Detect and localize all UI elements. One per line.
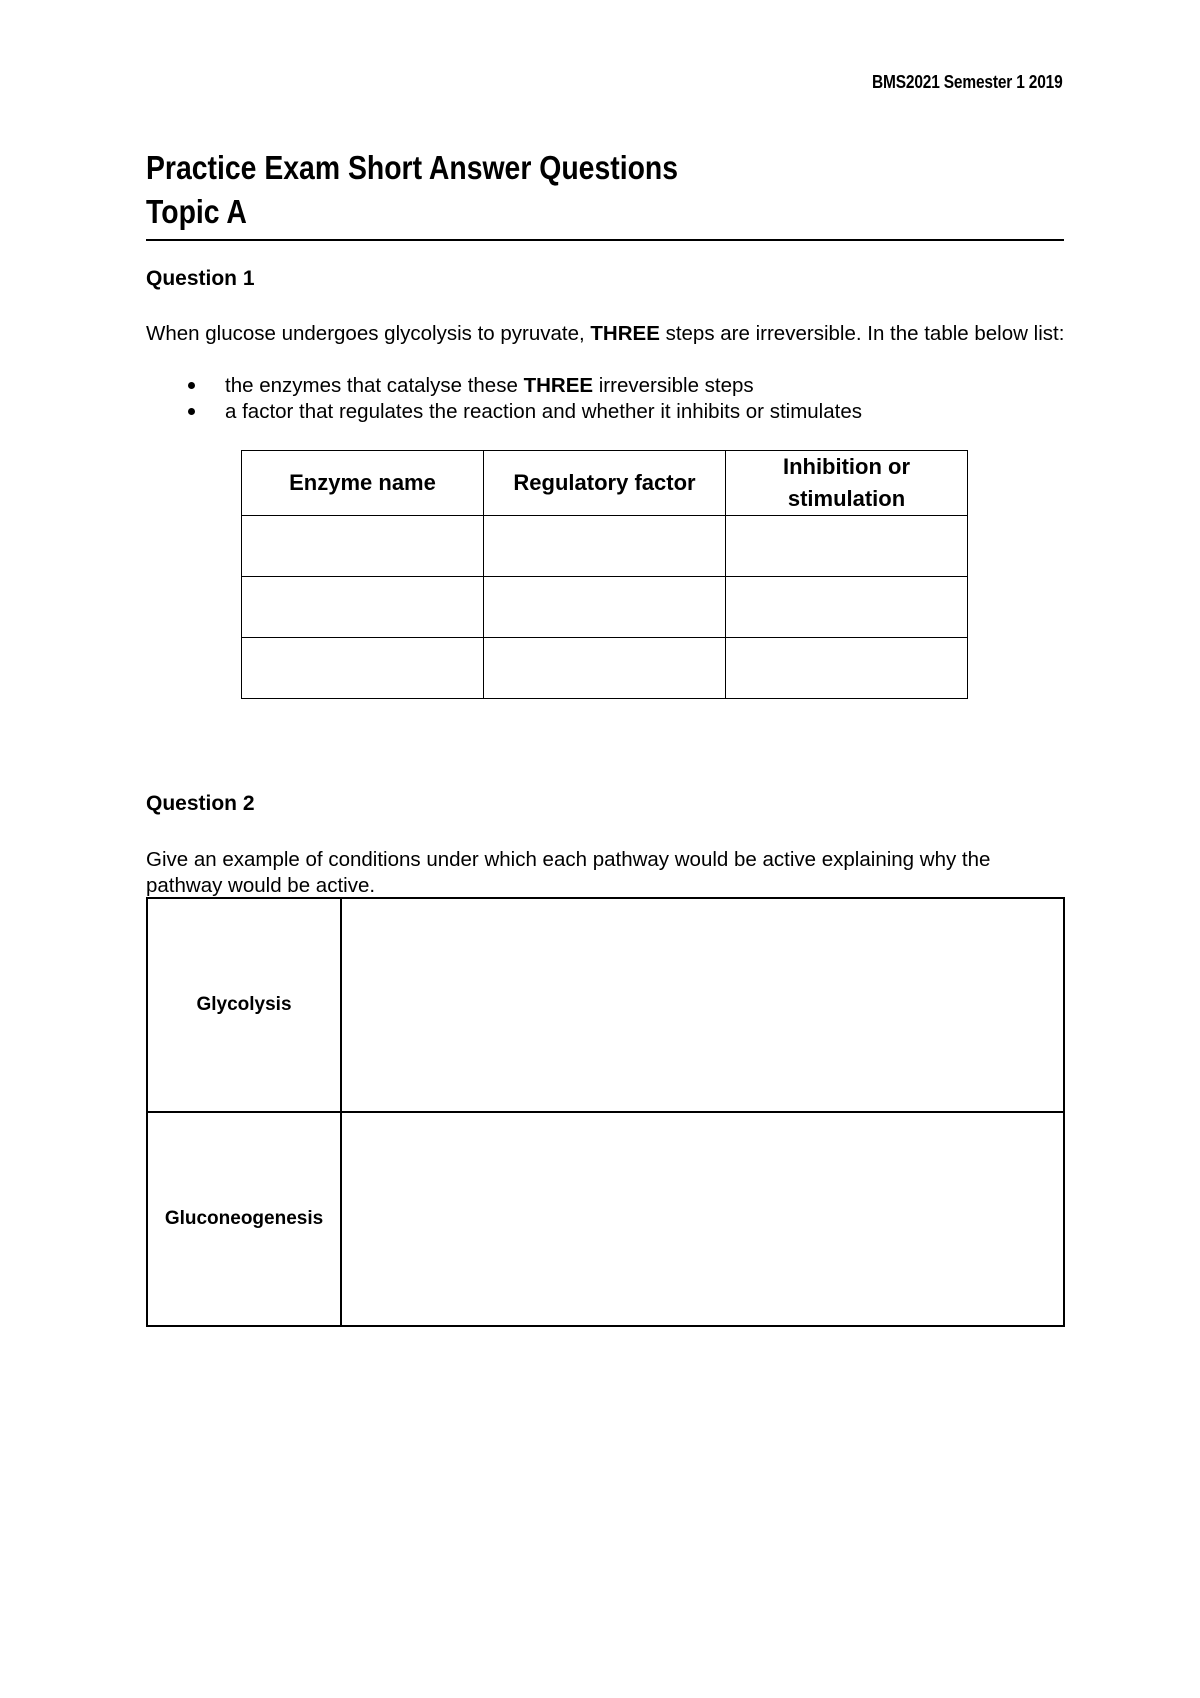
course-info-header: BMS2021 Semester 1 2019 bbox=[872, 72, 1063, 92]
answer-cell[interactable] bbox=[341, 1112, 1064, 1326]
column-header-inhibition-or-stimulation: Inhibition or stimulation bbox=[726, 451, 968, 516]
column-header-enzyme-name: Enzyme name bbox=[242, 451, 484, 516]
question-2-heading: Question 2 bbox=[146, 792, 255, 815]
row-label-gluconeogenesis: Gluconeogenesis bbox=[147, 1112, 341, 1326]
table-header-row bbox=[242, 451, 968, 516]
question-1-intro-emphasis: THREE bbox=[590, 322, 660, 345]
table-row bbox=[242, 577, 968, 638]
bullet-text-cont: irreversible steps bbox=[593, 374, 754, 397]
answer-cell[interactable] bbox=[726, 577, 968, 638]
page-title: Practice Exam Short Answer Questions bbox=[146, 149, 679, 186]
row-label-glycolysis: Glycolysis bbox=[147, 898, 341, 1112]
table-row bbox=[147, 898, 1064, 1112]
bullet-text: the enzymes that catalyse these bbox=[225, 374, 524, 397]
table-row bbox=[242, 638, 968, 699]
page-subtitle: Topic A bbox=[146, 193, 247, 230]
answer-cell[interactable] bbox=[484, 577, 726, 638]
question-1-bullet-list bbox=[146, 373, 1066, 425]
list-item bbox=[146, 399, 1066, 425]
bullet-emphasis: THREE bbox=[523, 374, 594, 397]
question-1-heading: Question 1 bbox=[146, 267, 255, 290]
answer-cell[interactable] bbox=[242, 577, 484, 638]
question-1-intro-text: When glucose undergoes glycolysis to pyruvate, bbox=[146, 322, 591, 345]
bullet-icon bbox=[188, 382, 195, 389]
page-title-block bbox=[146, 146, 1064, 241]
question-1-answer-table bbox=[241, 450, 968, 699]
table-row bbox=[147, 1112, 1064, 1326]
bullet-icon bbox=[188, 408, 195, 415]
question-1-intro bbox=[146, 321, 1066, 347]
answer-cell[interactable] bbox=[484, 516, 726, 577]
question-2-intro: Give an example of conditions under which each pathway would be active explaining why the pathway would be active. bbox=[146, 848, 991, 897]
answer-cell[interactable] bbox=[242, 516, 484, 577]
bullet-text: a factor that regulates the reaction and whether it inhibits or stimulates bbox=[225, 400, 862, 423]
question-2-answer-table bbox=[146, 897, 1065, 1327]
answer-cell[interactable] bbox=[242, 638, 484, 699]
answer-cell[interactable] bbox=[484, 638, 726, 699]
table-row bbox=[242, 516, 968, 577]
answer-cell[interactable] bbox=[726, 516, 968, 577]
column-header-regulatory-factor: Regulatory factor bbox=[484, 451, 726, 516]
answer-cell[interactable] bbox=[341, 898, 1064, 1112]
list-item bbox=[146, 373, 1066, 399]
question-1-intro-text-cont: steps are irreversible. In the table below list: bbox=[659, 322, 1065, 345]
answer-cell[interactable] bbox=[726, 638, 968, 699]
